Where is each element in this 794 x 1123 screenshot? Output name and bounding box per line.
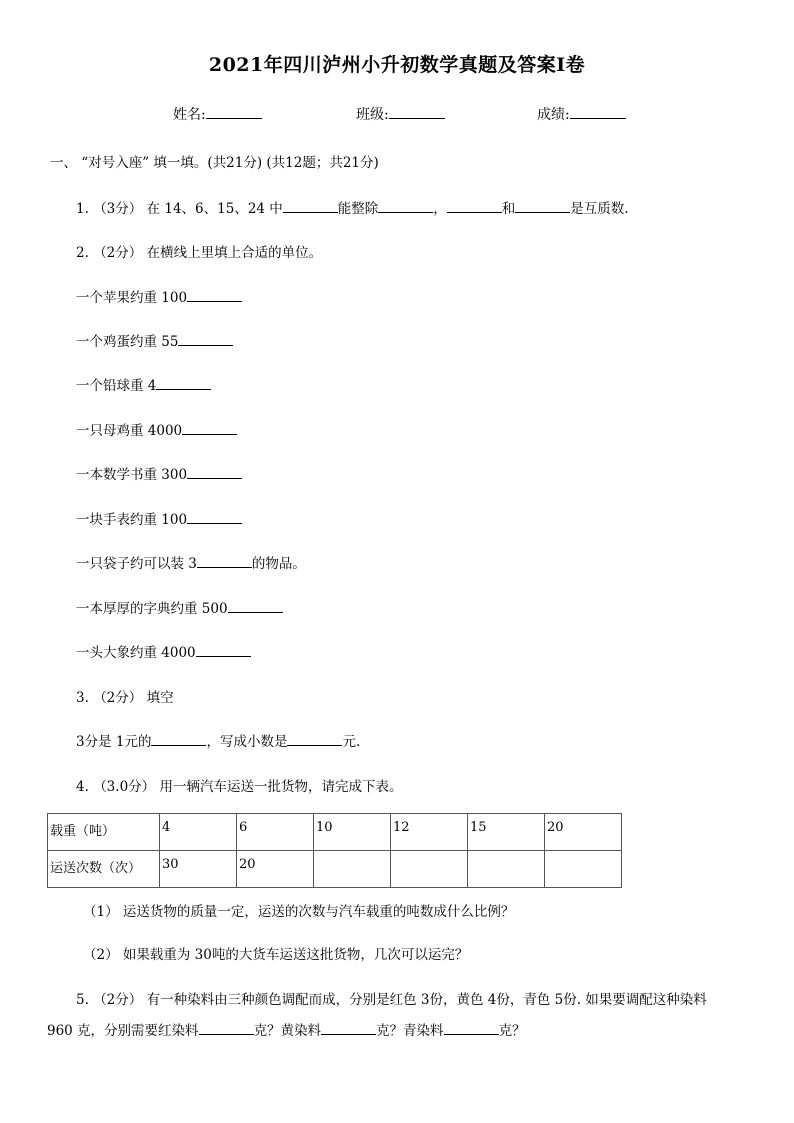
q3-line-b: ，写成小数是 xyxy=(206,734,288,750)
question-1 xyxy=(76,197,629,217)
q3-blank-2[interactable] xyxy=(287,733,342,746)
question-4 xyxy=(76,775,402,795)
table-cell: 20 xyxy=(237,851,314,888)
q5-text-c: 克？青染料 xyxy=(376,1023,444,1039)
name-label: 姓名: xyxy=(173,107,206,123)
q5-blank-1[interactable] xyxy=(199,1022,254,1035)
question-5 xyxy=(76,988,707,1008)
table-row-label: 运送次数（次） xyxy=(48,851,160,888)
table-row-label: 载重（吨） xyxy=(48,814,160,851)
q3-text: 填空 xyxy=(146,690,174,706)
section-heading: 一、 “对号入座” 填一填。(共21分) (共12题；共21分) xyxy=(50,155,379,171)
q1-text-e: 是互质数. xyxy=(570,201,629,217)
q4-sub-1: （1） 运送货物的质量一定，运送的次数与汽车载重的吨数成什么比例？ xyxy=(83,904,515,920)
question-3 xyxy=(76,686,174,706)
q2-blank[interactable] xyxy=(156,377,211,390)
name-field[interactable] xyxy=(173,104,262,124)
q2-item-text: 一个鸡蛋约重 55 xyxy=(76,334,179,350)
q2-item-text: 一个苹果约重 100 xyxy=(76,290,188,306)
score-label: 成绩: xyxy=(537,107,570,123)
score-blank[interactable] xyxy=(570,106,626,119)
q2-item-text: 一本厚厚的字典约重 500 xyxy=(76,601,228,617)
q2-item xyxy=(76,330,233,350)
q1-number: 1. xyxy=(76,201,89,217)
load-trips-table xyxy=(47,813,622,888)
q5-blank-2[interactable] xyxy=(321,1022,376,1035)
q2-blank[interactable] xyxy=(187,511,242,524)
table-answer-cell[interactable] xyxy=(468,851,545,888)
q3-blank-1[interactable] xyxy=(151,733,206,746)
q2-score: （2分） xyxy=(93,245,143,261)
q2-number: 2. xyxy=(76,245,89,261)
table-answer-cell[interactable] xyxy=(545,851,622,888)
q2-item-text: 一头大象约重 4000 xyxy=(76,645,196,661)
q1-text-c: ， xyxy=(433,201,447,217)
q3-line xyxy=(76,730,360,750)
q3-line-a: 3分是 1元的 xyxy=(76,734,152,750)
score-field[interactable] xyxy=(537,104,626,124)
q5-text-a: 960 克，分别需要红染料 xyxy=(47,1023,199,1039)
q3-score: （2分） xyxy=(93,690,143,706)
q5-text: 有一种染料由三种颜色调配而成，分别是红色 3份，黄色 4份，青色 5份. 如果要调配这种染料 xyxy=(146,992,707,1008)
class-blank[interactable] xyxy=(389,106,445,119)
table-row xyxy=(48,814,622,851)
q2-blank[interactable] xyxy=(197,555,252,568)
q1-blank-2[interactable] xyxy=(378,200,433,213)
q2-item xyxy=(76,286,242,306)
q2-item-suffix: 的物品。 xyxy=(251,556,306,572)
q1-text-a: 在 14、6、15、24 中 xyxy=(146,201,283,217)
q1-text-d: 和 xyxy=(501,201,516,217)
table-cell: 4 xyxy=(160,814,237,851)
page-title: 2021年四川泸州小升初数学真题及答案Ⅰ卷 xyxy=(208,54,586,76)
q2-item xyxy=(76,641,251,661)
q5-text-d: 克？ xyxy=(498,1023,526,1039)
table-answer-cell[interactable] xyxy=(391,851,468,888)
q1-blank-3[interactable] xyxy=(447,200,502,213)
q2-item-text: 一只母鸡重 4000 xyxy=(76,423,183,439)
question-2 xyxy=(76,241,322,261)
q5-number: 5. xyxy=(76,992,89,1008)
q2-blank[interactable] xyxy=(178,333,233,346)
q2-text: 在横线上里填上合适的单位。 xyxy=(146,245,323,261)
table-cell: 10 xyxy=(314,814,391,851)
q3-number: 3. xyxy=(76,690,89,706)
q2-blank[interactable] xyxy=(228,600,283,613)
q2-item xyxy=(76,374,211,394)
q1-score: （3分） xyxy=(93,201,143,217)
name-blank[interactable] xyxy=(206,106,262,119)
q2-item xyxy=(76,508,242,528)
class-label: 班级: xyxy=(356,107,389,123)
table-cell: 20 xyxy=(545,814,622,851)
q5-blank-3[interactable] xyxy=(444,1022,499,1035)
q2-item xyxy=(76,597,283,617)
q2-item-text: 一块手表约重 100 xyxy=(76,512,188,528)
q4-number: 4. xyxy=(76,779,89,795)
q2-blank[interactable] xyxy=(196,644,251,657)
table-cell: 6 xyxy=(237,814,314,851)
table-cell: 12 xyxy=(391,814,468,851)
q5-line-2 xyxy=(47,1019,526,1039)
table-answer-cell[interactable] xyxy=(314,851,391,888)
q3-line-c: 元. xyxy=(342,734,361,750)
table-cell: 30 xyxy=(160,851,237,888)
table-cell: 15 xyxy=(468,814,545,851)
class-field[interactable] xyxy=(356,104,445,124)
q2-item-text: 一本数学书重 300 xyxy=(76,467,188,483)
q4-score: （3.0分） xyxy=(93,779,156,795)
q2-blank[interactable] xyxy=(182,422,237,435)
q2-item xyxy=(76,419,237,439)
q2-item xyxy=(76,552,306,572)
q4-text: 用一辆汽车运送一批货物，请完成下表。 xyxy=(159,779,403,795)
q2-blank[interactable] xyxy=(187,466,242,479)
q1-text-b: 能整除 xyxy=(337,201,379,217)
q5-text-b: 克？黄染料 xyxy=(253,1023,322,1039)
q2-blank[interactable] xyxy=(187,289,242,302)
q4-sub-2: （2） 如果载重为 30吨的大货车运送这批货物，几次可以运完？ xyxy=(83,947,469,963)
q2-item-text: 一只袋子约可以装 3 xyxy=(76,556,197,572)
q1-blank-4[interactable] xyxy=(515,200,570,213)
q2-item-text: 一个铅球重 4 xyxy=(76,378,157,394)
q5-score: （2分） xyxy=(93,992,143,1008)
q2-item xyxy=(76,463,242,483)
table-row xyxy=(48,851,622,888)
q1-blank-1[interactable] xyxy=(283,200,338,213)
